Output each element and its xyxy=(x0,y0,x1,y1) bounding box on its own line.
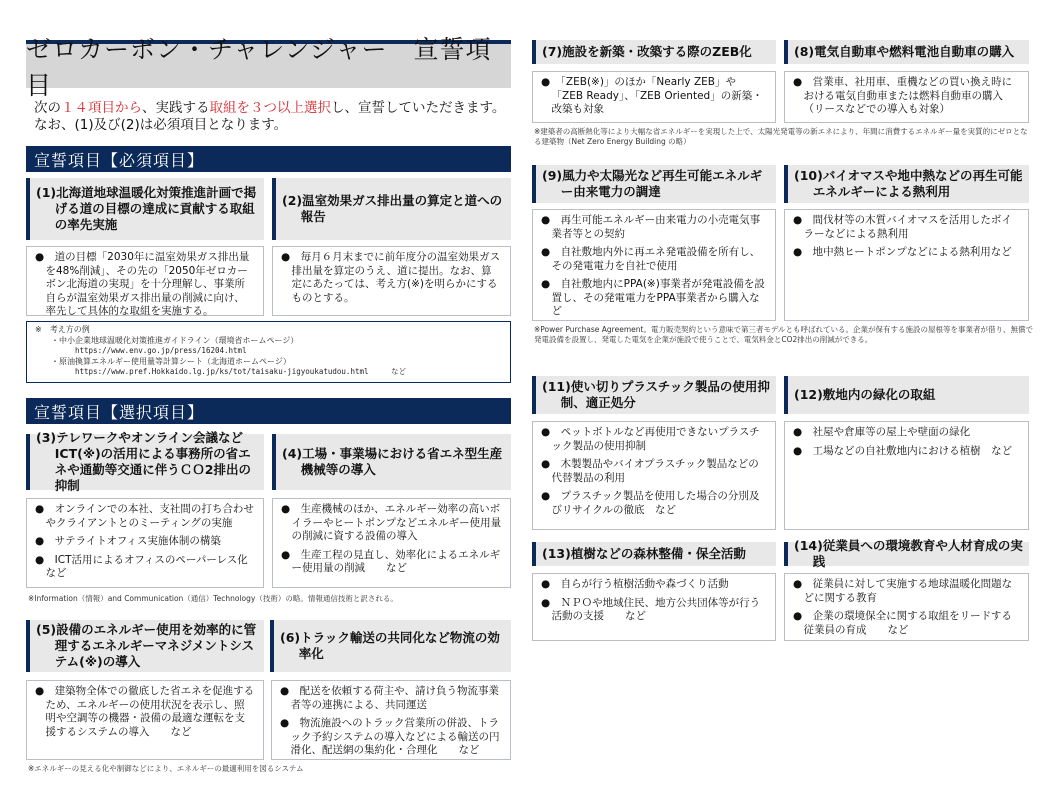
item-10-header xyxy=(784,165,1029,203)
item-9-bullet-1: ● 再生可能エネルギー由来電力の小売電気事業者等との契約 xyxy=(541,214,761,240)
note-ems: ※エネルギーの見える化や制御などにより、エネルギーの最適利用を図るシステム xyxy=(28,764,304,773)
intro-highlight-1: １４項目から xyxy=(61,100,142,116)
item-11-bullet-2: ● 木製製品やバイオプラスチック製品などの代替製品の利用 xyxy=(541,458,759,484)
item-3-body xyxy=(26,498,264,588)
item-8-bullet-1: ● 営業車、社用車、重機などの買い換え時における電気自動車または燃料自動車の購入（リースなどでの導入も対象） xyxy=(793,76,1013,115)
item-6-bullet-2: ● 物流施設へのトラック営業所の併設、トラック予約システムの導入などによる輸送の円滑化、配送網の集約化・合理化 など xyxy=(280,717,500,756)
item-5-header xyxy=(26,620,264,672)
item-14-bullet-1: ● 従業員に対して実施する地球温暖化問題などに関する教育 xyxy=(793,578,1013,604)
item-9-bullet-2: ● 自社敷地内外に再エネ発電設備を所有し、その発電電力を自社で使用 xyxy=(541,246,761,272)
item-1-body xyxy=(26,246,264,316)
item-4-title: (4)工場・事業場における省エネ型生産機械等の導入 xyxy=(282,446,503,477)
item-14-bullet-2: ● 企業の環境保全に関する取組をリードする従業員の育成 など xyxy=(793,610,1012,636)
item-9-header xyxy=(532,165,776,203)
item-3-title: (3)テレワークやオンライン会議などICT(※)の活用による事務所の省エネや通勤等交通に伴うＣＯ2排出の抑制 xyxy=(36,430,251,493)
item-3-header xyxy=(26,430,264,493)
item-14-body xyxy=(784,573,1029,641)
item-7-body xyxy=(532,71,776,123)
item-6-bullet-1: ● 配送を依頼する荷主や、請け負う物流事業者等の連携による、共同運送 xyxy=(280,685,499,711)
item-6-title: (6)トラック輸送の共同化など物流の効率化 xyxy=(280,630,500,661)
item-11-bullet-3: ● プラスチック製品を使用した場合の分別及びリサイクルの徹底 など xyxy=(541,490,760,516)
item-11-header xyxy=(532,376,776,414)
item-9-bullet-3: ● 自社敷地内にPPA(※)事業者が発電設備を設置し、その発電電力をPPA事業者から購入など xyxy=(541,278,765,317)
item-10-title: (10)バイオマスや地中熱などの再生可能エネルギーによる熱利用 xyxy=(794,168,1023,199)
item-13-bullet-2: ● ＮＰＯや地域住民、地方公共団体等が行う活動の支援 など xyxy=(541,596,761,622)
item-12-title: (12)敷地内の緑化の取組 xyxy=(794,387,936,402)
item-9-title: (9)風力や太陽光など再生可能エネルギー由来電力の調達 xyxy=(542,168,763,199)
item-6-header xyxy=(270,620,511,672)
intro-line-2: なお、(1)及び(2)は必須項目となります。 xyxy=(34,117,288,133)
intro-highlight-2: 取組を３つ以上選択 xyxy=(209,100,331,116)
page-title: ゼロカーボン・チャレンジャー 宣誓項目 xyxy=(26,40,511,88)
reference-url-1[interactable]: https://www.env.go.jp/press/16204.html xyxy=(75,346,247,355)
intro-text-3: し、宣誓していただきます。 xyxy=(331,100,506,116)
reference-item-2: ・原油換算エネルギー使用量等計算シート（北海道ホームページ） xyxy=(51,356,291,366)
item-6-body xyxy=(271,680,511,760)
reference-url-2[interactable]: https://www.pref.Hokkaido.lg.jp/ks/tot/taisaku-jigyoukatudou.html など xyxy=(75,367,406,376)
reference-box xyxy=(26,321,511,383)
item-4-bullet-2: ● 生産工程の見直し、効率化によるエネルギー使用量の削減 など xyxy=(281,548,501,574)
item-5-body xyxy=(26,680,264,760)
item-12-body xyxy=(784,421,1029,530)
section-header-required: 宣誓項目【必須項目】 xyxy=(26,146,511,172)
item-3-bullet-3: ● ICT活用によるオフィスのペーパーレス化など xyxy=(35,553,248,579)
intro-text-2: 、実践する xyxy=(142,100,210,116)
item-12-header xyxy=(784,376,1029,414)
note-ppa: ※Power Purchase Agreement。電力販売契約という意味で第三者モデルとも呼ばれている。企業が保有する施設の屋根等を事業者が借り、無償で発電設備を設置し、発電した電気を企業が施設で使うことで、電気料金とCO2排出の削減ができる。 xyxy=(534,325,1034,344)
item-11-body xyxy=(532,421,776,530)
item-2-title: (2)温室効果ガス排出量の算定と道への報告 xyxy=(282,193,503,224)
item-11-title: (11)使い切りプラスチック製品の使用抑制、適正処分 xyxy=(542,379,770,410)
item-8-body xyxy=(784,71,1029,123)
item-13-header xyxy=(532,542,776,566)
item-11-bullet-1: ● ペットボトルなど再使用できないプラスチック製品の使用抑制 xyxy=(541,426,760,452)
note-ict: ※Information（情報）and Communication（通信）Technology（技術）の略。情報通信技術と訳される。 xyxy=(28,594,398,603)
intro-text xyxy=(34,100,514,134)
item-4-header xyxy=(272,434,511,490)
item-1-header xyxy=(26,178,264,240)
item-4-bullet-1: ● 生産機械のほか、エネルギー効率の高いボイラーやヒートポンプなどエネルギー使用量の削減に資する設備の導入 xyxy=(281,503,502,542)
section-header-optional: 宣誓項目【選択項目】 xyxy=(26,398,511,424)
item-10-bullet-2: ● 地中熱ヒートポンプなどによる熱利用など xyxy=(793,246,1012,258)
reference-item-1: ・中小企業地球温暖化対策推進ガイドライン（環境省ホームページ） xyxy=(51,335,299,345)
note-zeb: ※建築者の高断熱化等により大幅な省エネルギーを実現した上で、太陽光発電等の新エネにより、年間に消費するエネルギー量を実質的にゼロとなる建築物（Net Zero Energy Building の略） xyxy=(534,127,1028,146)
item-8-header xyxy=(784,40,1029,64)
item-14-header xyxy=(784,538,1029,569)
item-2-bullet-1: ● 毎月６月末までに前年度分の温室効果ガス排出量を算定のうえ、道に提出。なお、算定にあたっては、考え方(※)を明らかにするものとする。 xyxy=(281,251,501,304)
item-8-title: (8)電気自動車や燃料電池自動車の購入 xyxy=(794,44,1015,59)
item-3-bullet-2: ● サテライトオフィス実施体制の構築 xyxy=(35,535,221,547)
item-12-bullet-1: ● 社屋や倉庫等の屋上や壁面の緑化 xyxy=(793,426,971,438)
item-7-title: (7)施設を新築・改築する際のZEB化 xyxy=(542,44,752,59)
intro-text-1: 次の xyxy=(34,100,61,116)
item-5-bullet-1: ● 建築物全体での徹底した省エネを促進するため、エネルギーの使用状況を表示し、照明や空調等の機器・設備の最適な運転を支援するシステムの導入 など xyxy=(35,685,255,738)
item-10-bullet-1: ● 間伐材等の木質バイオマスを活用したボイラーなどによる熱利用 xyxy=(793,214,1012,240)
item-3-bullet-1: ● オンラインでの本社、支社間の打ち合わせやクライアントとのミーティングの実施 xyxy=(35,503,254,529)
reference-head: ※ 考え方の例 xyxy=(35,325,90,334)
item-13-bullet-1: ● 自らが行う植樹活動や森づくり活動 xyxy=(541,578,729,590)
item-2-header xyxy=(272,178,511,240)
item-2-body xyxy=(272,246,511,316)
item-1-bullet-1: ● 道の目標「2030年に温室効果ガス排出量を48%削減」、その先の「2050年ゼロカーボン北海道の実現」を十分理解し、事業所自らが温室効果ガス排出量の削減に向け、率先して具体的な取組を実施する。 xyxy=(35,251,250,317)
item-4-body xyxy=(272,498,511,588)
item-10-body xyxy=(784,209,1029,321)
item-7-bullet-1: ● 「ZEB(※)」のほか「Nearly ZEB」や「ZEB Ready」、「ZEB Oriented」の新築・改築も対象 xyxy=(541,76,763,115)
item-12-bullet-2: ● 工場などの自社敷地内における植樹 など xyxy=(793,444,1013,457)
item-14-title: (14)従業員への環境教育や人材育成の実践 xyxy=(794,538,1023,569)
item-13-title: (13)植樹などの森林整備・保全活動 xyxy=(542,546,746,561)
item-13-body xyxy=(532,573,776,641)
item-7-header xyxy=(532,40,776,64)
item-9-body xyxy=(532,209,776,321)
item-1-title: (1)北海道地球温暖化対策推進計画で掲げる道の目標の達成に貢献する取組の率先実施 xyxy=(36,185,257,232)
item-5-title: (5)設備のエネルギー使用を効率的に管理するエネルギーマネジメントシステム(※)の導入 xyxy=(36,622,257,669)
